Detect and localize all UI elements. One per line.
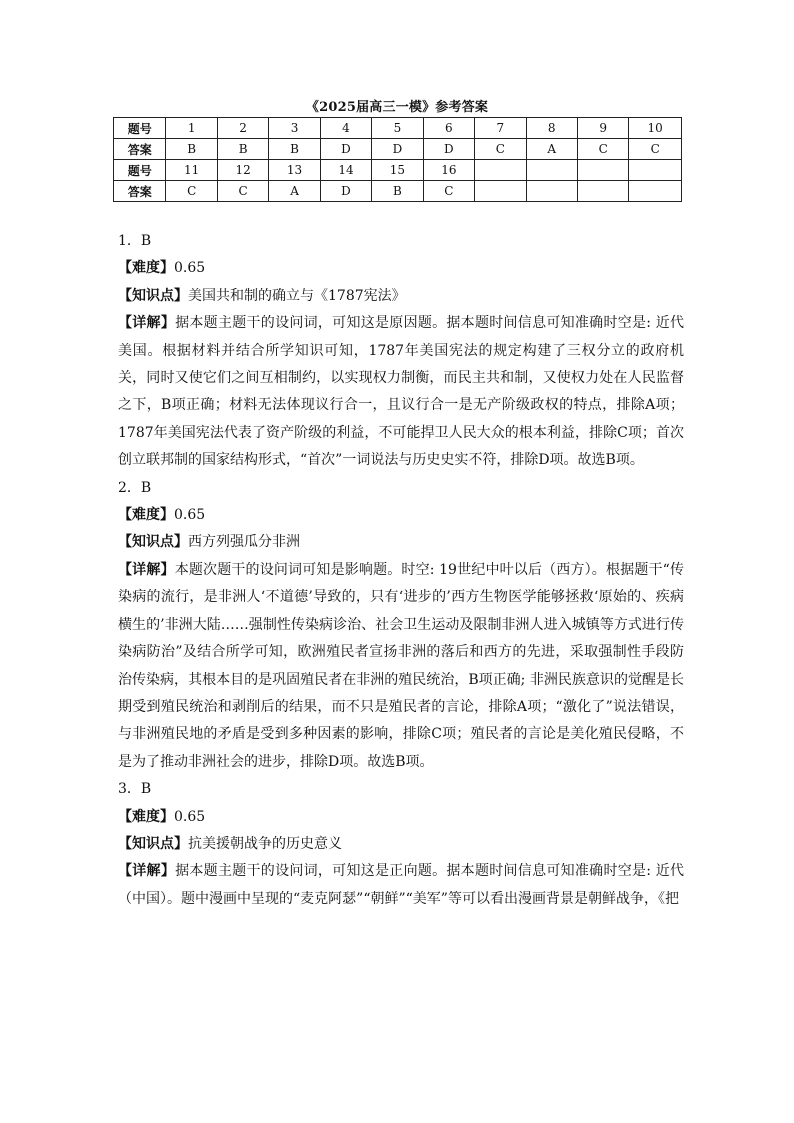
table-cell: C (475, 139, 526, 160)
table-cell: 15 (372, 160, 423, 181)
table-cell: D (320, 181, 371, 202)
table-row (114, 139, 682, 160)
table-cell: 2 (217, 118, 268, 139)
table-cell: C (423, 181, 474, 202)
detail-paragraph-label: 【详解】 (118, 863, 176, 880)
table-cell: C (166, 181, 217, 202)
table-cell: B (372, 181, 423, 202)
difficulty-line-text: 0.65 (174, 808, 206, 825)
table-cell: 13 (269, 160, 320, 181)
detail-paragraph-label: 【详解】 (118, 561, 175, 578)
difficulty-line (118, 255, 684, 282)
table-cell: 8 (526, 118, 577, 139)
table-cell (629, 160, 682, 181)
table-cell: 11 (166, 160, 217, 181)
detail-paragraph (118, 858, 684, 913)
item-number: 3．B (118, 781, 152, 798)
detail-paragraph-text: 本题次题干的设问词可知是影响题。时空: 19世纪中叶以后（西方）。根据题干“传染病的流行，是非洲人‘不道德’导致的，只有‘进步的’西方生物医学能够拯救‘原始的、疾病横生的’非洲大陆……强制性传染病诊治、社会卫生运动及限制非洲人进入城镇等方式进行传染病防治”及结合所学可知，欧洲殖民者宣扬非洲的落后和西方的先进，采取强制性手段防治传染病，其根本目的是巩固殖民者在非洲的殖民统治，B项正确; 非洲民族意识的觉醒是长期受到殖民统治和剥削后的结果，而不只是殖民者的言论，排除A项；“激化了”说法错误，与非洲殖民地的矛盾是受到多种因素的影响，排除C项；殖民者的言论是美化殖民侵略，不是为了推动非洲社会的进步，排除D项。故选B项。 (118, 561, 684, 770)
table-cell: A (269, 181, 320, 202)
table-cell: 1 (166, 118, 217, 139)
table-cell (526, 160, 577, 181)
table-row (114, 118, 682, 139)
difficulty-line-label: 【难度】 (118, 808, 174, 825)
difficulty-line-label: 【难度】 (118, 260, 174, 277)
detail-paragraph (118, 557, 684, 776)
table-cell: B (166, 139, 217, 160)
table-cell: A (526, 139, 577, 160)
table-cell (577, 160, 628, 181)
table-cell (475, 181, 526, 202)
knowledge-line (118, 831, 684, 858)
item-number: 1．B (118, 233, 152, 249)
table-cell: D (320, 139, 371, 160)
answer-table (113, 117, 682, 202)
knowledge-line-label: 【知识点】 (118, 835, 188, 852)
knowledge-line (118, 529, 684, 556)
difficulty-line (118, 502, 684, 529)
document-title: 《2025届高三一模》参考答案 (305, 100, 489, 115)
knowledge-line (118, 283, 684, 310)
table-cell (577, 181, 628, 202)
answer-table-body (114, 118, 682, 202)
table-cell: C (217, 181, 268, 202)
detail-paragraph-label: 【详解】 (118, 315, 176, 332)
table-row (114, 181, 682, 202)
table-cell: 3 (269, 118, 320, 139)
table-cell: 5 (372, 118, 423, 139)
difficulty-line-label: 【难度】 (118, 507, 174, 524)
knowledge-line-label: 【知识点】 (118, 287, 188, 304)
row-header: 题号 (114, 160, 166, 181)
table-cell (629, 181, 682, 202)
row-header: 答案 (114, 181, 166, 202)
table-cell: C (629, 139, 682, 160)
detail-paragraph (118, 310, 684, 474)
difficulty-line-text: 0.65 (174, 260, 206, 277)
explanations (118, 228, 684, 913)
table-cell: 10 (629, 118, 682, 139)
detail-paragraph-text: 据本题主题干的设问词，可知这是原因题。据本题时间信息可知准确时空是: 近代美国。根据材料并结合所学知识可知，1787年美国宪法的规定构建了三权分立的政府机关，同时又使它们之间互相制约，以实现权力制衡，而民主共和制，又使权力处在人民监督之下，B项正确；材料无法体现议行合一，且议行合一是无产阶级政权的特点，排除A项；1787年美国宪法代表了资产阶级的利益，不可能捍卫人民大众的根本利益，排除C项；首次创立联邦制的国家结构形式，“首次”一词说法与历史史实不符，排除D项。故选B项。 (118, 315, 685, 469)
table-cell: 7 (475, 118, 526, 139)
table-cell: D (423, 139, 474, 160)
row-header: 题号 (114, 118, 166, 139)
table-cell: B (269, 139, 320, 160)
table-cell (475, 160, 526, 181)
table-cell: D (372, 139, 423, 160)
knowledge-line-text: 抗美援朝战争的历史意义 (188, 835, 342, 852)
table-cell: 16 (423, 160, 474, 181)
knowledge-line-text: 西方列强瓜分非洲 (188, 534, 300, 551)
table-row (114, 160, 682, 181)
row-header: 答案 (114, 139, 166, 160)
table-cell: 4 (320, 118, 371, 139)
table-cell (526, 181, 577, 202)
table-cell: 6 (423, 118, 474, 139)
difficulty-line-text: 0.65 (174, 507, 206, 524)
table-cell: 14 (320, 160, 371, 181)
table-cell: 9 (577, 118, 628, 139)
knowledge-line-label: 【知识点】 (118, 534, 188, 551)
knowledge-line-text: 美国共和制的确立与《1787宪法》 (188, 287, 406, 304)
detail-paragraph-text: 据本题主题干的设问词，可知这是正向题。据本题时间信息可知准确时空是: 近代（中国）。题中漫画中呈现的“麦克阿瑟”“朝鲜”“美军”等可以看出漫画背景是朝鲜战争，《把 (118, 863, 685, 907)
difficulty-line (118, 804, 684, 831)
table-cell: C (577, 139, 628, 160)
table-cell: B (217, 139, 268, 160)
item-number: 2．B (118, 479, 152, 496)
table-cell: 12 (217, 160, 268, 181)
